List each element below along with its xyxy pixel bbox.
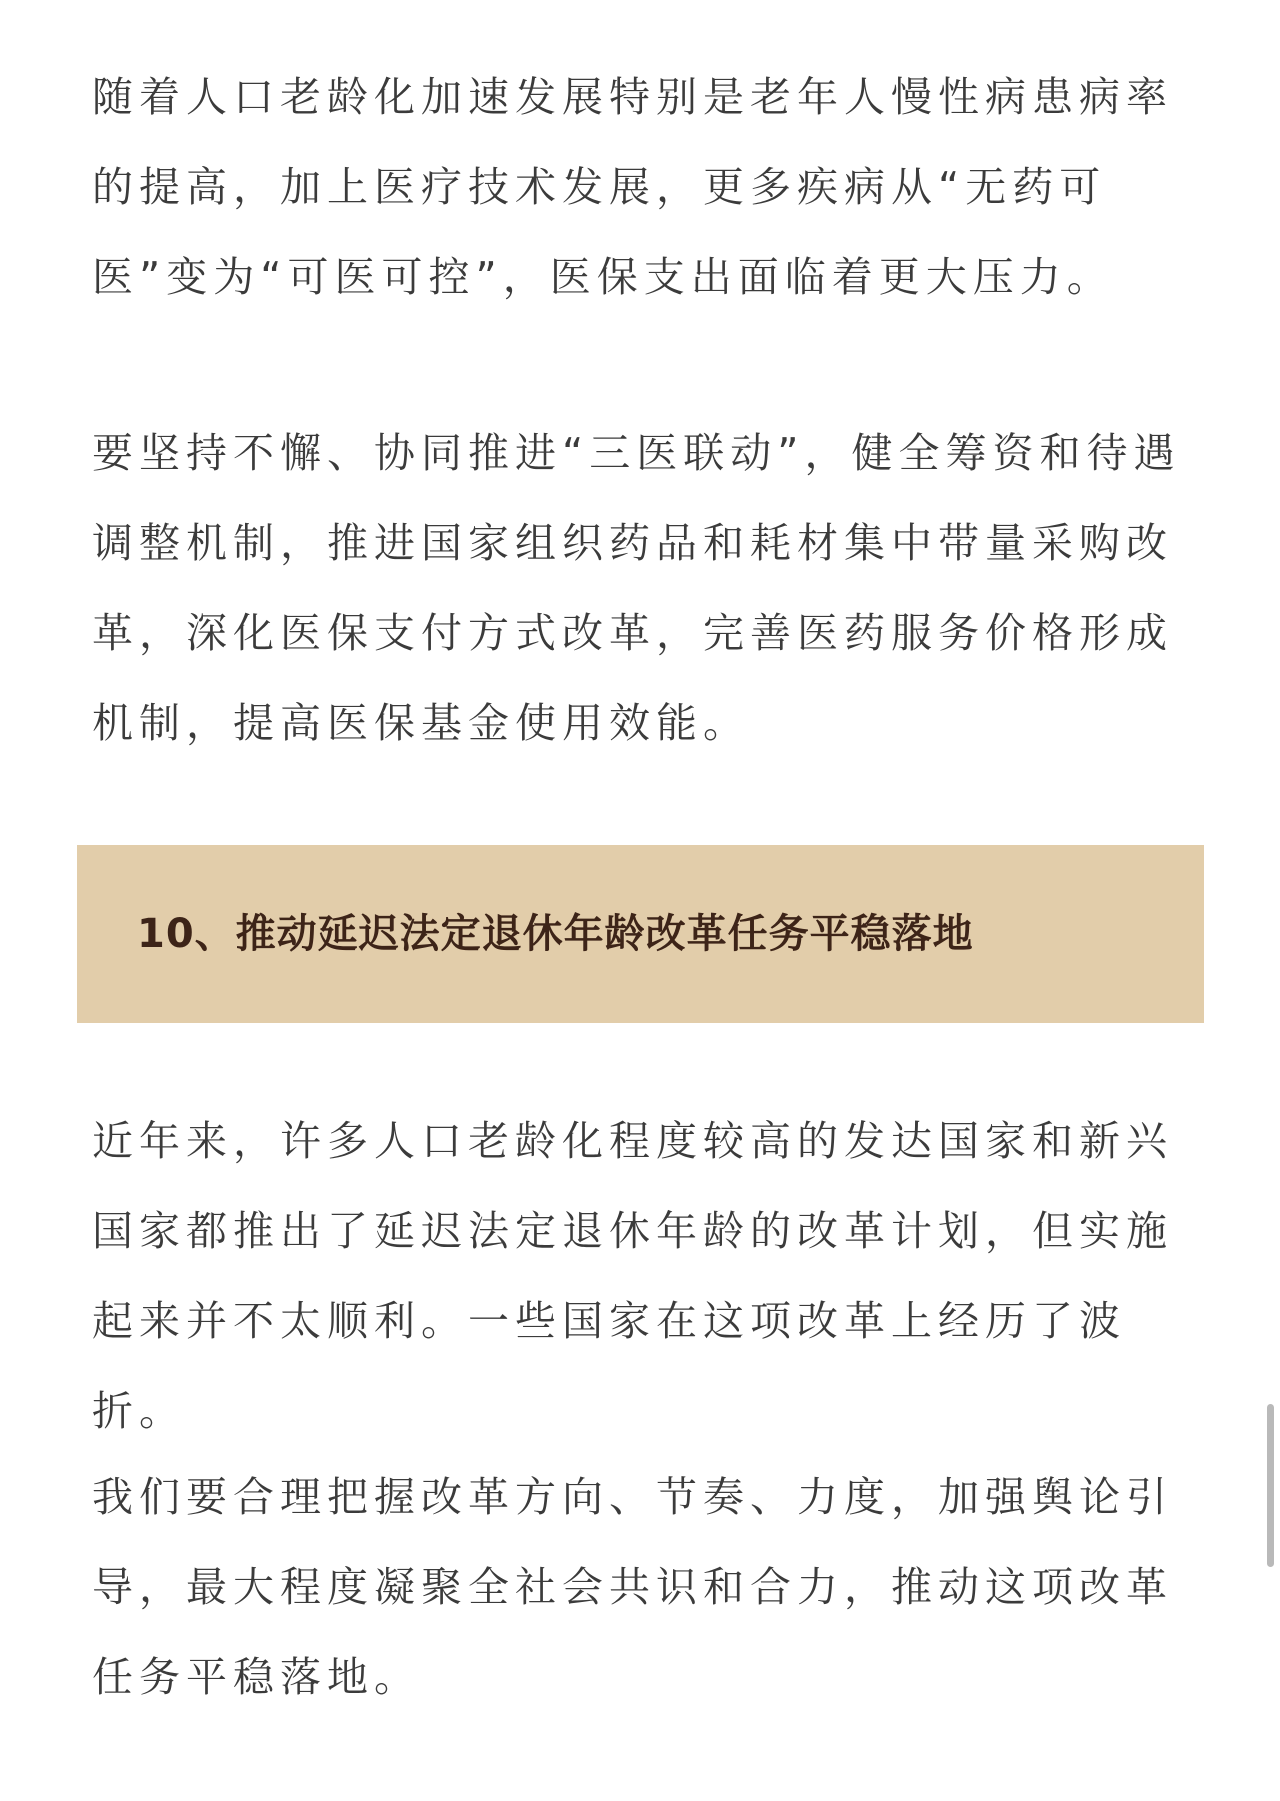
- paragraph-three-medical-linkage: 要坚持不懈、协同推进“三医联动”，健全筹资和待遇调整机制，推进国家组织药品和耗材集中带量采购改革，深化医保支付方式改革，完善医药服务价格形成机制，提高医保基金使用效能。: [92, 429, 1181, 747]
- section-heading-banner: [77, 845, 1204, 1023]
- section-heading-title: 10、推动延迟法定退休年龄改革任务平稳落地: [137, 911, 974, 957]
- paragraph-retirement-age-background: 近年来，许多人口老龄化程度较高的发达国家和新兴国家都推出了延迟法定退休年龄的改革计划，但实施起来并不太顺利。一些国家在这项改革上经历了波折。: [92, 1117, 1173, 1435]
- paragraph-retirement-reform-approach: 我们要合理把握改革方向、节奏、力度，加强舆论引导，最大程度凝聚全社会共识和合力，推动这项改革任务平稳落地。: [92, 1473, 1173, 1701]
- scrollbar-thumb[interactable]: [1267, 1404, 1274, 1567]
- paragraph-medical-insurance-pressure: 随着人口老龄化加速发展特别是老年人慢性病患病率的提高，加上医疗技术发展，更多疾病从“无药可医”变为“可医可控”，医保支出面临着更大压力。: [92, 73, 1173, 301]
